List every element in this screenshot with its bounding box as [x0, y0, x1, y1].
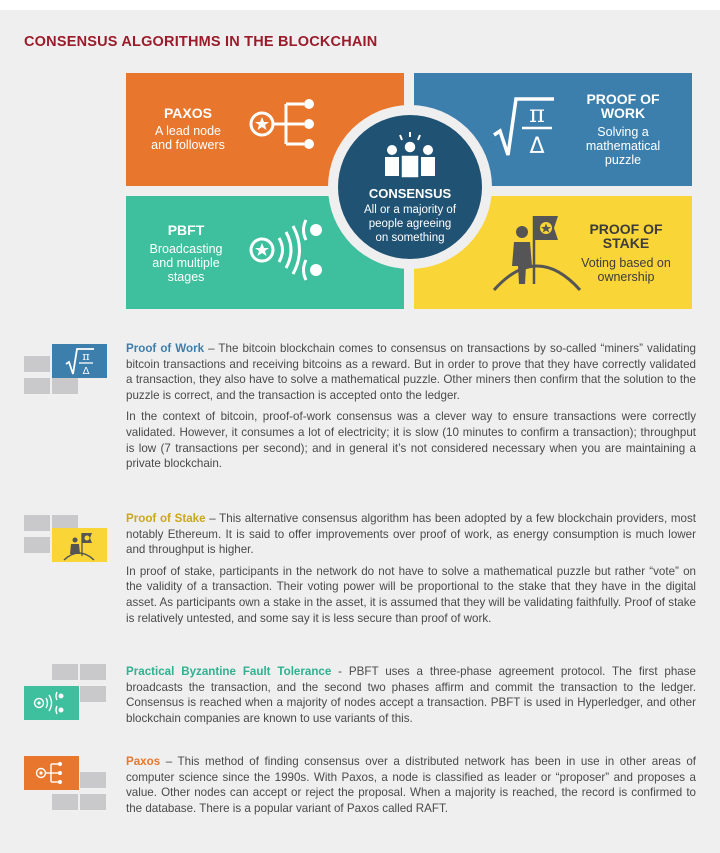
thumb-tile: [24, 537, 50, 553]
thumb-tile: [80, 686, 106, 702]
pow-subtitle-line-1: Solving a: [597, 125, 649, 139]
thumb-tile: [52, 664, 78, 680]
thumb-tile: [52, 794, 78, 810]
thumb-tile: [24, 378, 50, 394]
pos-title-line-1: PROOF OF: [589, 221, 663, 237]
pbft-title: PBFT: [167, 222, 205, 238]
pos-subtitle-line-2: ownership: [597, 270, 655, 284]
pow-title-line-1: PROOF OF: [586, 91, 660, 107]
pow-subtitle-line-2: mathematical: [585, 139, 661, 153]
consensus-title: CONSENSUS: [368, 186, 452, 201]
svg-text:Δ: Δ: [529, 134, 545, 159]
pow-paragraph-1: – The bitcoin blockchain comes to consensus on transactions by so-called “miners” validating bitcoin transactions and receiving bitcoins as a reward. But in order to prove that they have correctly validated a transaction, they also have to solve a mathematical puzzle. Other miners then confirm that the solution to the puzzle is correct, and the transaction is accepted onto the ledger.: [126, 342, 697, 402]
pow-title-line-2: WORK: [600, 105, 646, 121]
paxos-section: [126, 754, 696, 816]
pbft-thumb-icon: [24, 686, 79, 720]
sqrt-pi-delta-icon: [52, 344, 107, 378]
pow-subtitle-line-3: puzzle: [604, 153, 642, 167]
pos-lead: Proof of Stake: [126, 512, 206, 525]
person-flag-icon: [52, 528, 107, 562]
pos-section: [126, 511, 696, 626]
page-title: CONSENSUS ALGORITHMS IN THE BLOCKCHAIN: [24, 34, 378, 50]
thumb-tile: [80, 794, 106, 810]
pos-subtitle-line-1: Voting based on: [581, 256, 671, 270]
pbft-section: [126, 664, 696, 726]
svg-text:π: π: [529, 100, 545, 128]
thumb-tile: [80, 772, 106, 788]
consensus-subtitle-line-1: All or a majority of: [363, 204, 457, 216]
thumb-tile: [80, 664, 106, 680]
paxos-subtitle-line-1: A lead node: [154, 124, 222, 138]
paxos-title: PAXOS: [164, 105, 212, 121]
pos-paragraph-1: – This alternative consensus algorithm has been adopted by a few blockchain providers, most notably Ethereum. It is said to offer improvements over proof of work, as energy consumption is much lower and throughput is higher.: [126, 512, 696, 557]
paxos-paragraph-1: – This method of finding consensus over a distributed network has been in use in other areas of computer science since the 1990s. With Paxos, a node is classified as leader or “proposer” and proposes a value. Other nodes can accept or reject the proposal. When a majority is reached, the record is confirmed to the database. There is a popular variant of Paxos called RAFT.: [126, 755, 696, 815]
person-flag-icon: [492, 212, 582, 296]
thumb-tile: [52, 378, 78, 394]
broadcast-icon: [24, 686, 79, 720]
svg-text:π: π: [82, 350, 90, 363]
paxos-lead: Paxos: [126, 755, 161, 768]
paxos-subtitle-line-2: and followers: [151, 138, 225, 152]
thumb-tile: [24, 515, 50, 531]
pow-paragraph-2: In the context of bitcoin, proof-of-work consensus was a clever way to ensure transactions were correctly validated. However, it consumes a lot of electricity; it is slow (10 minutes to confirm a transaction); throughput is low (7 transactions per second); and in general it’s not considered necessary when you are maintaining a private blockchain.: [126, 410, 696, 471]
pos-paragraph-2: In proof of stake, participants in the network do not have to solve a mathematical puzzle but rather “vote” on the validity of a transaction. Their voting power will be proportional to the stake that they have in the digital asset. As participants own a stake in the asset, it is assumed that they will be validating faithfully. Proof of stake is relatively untested, and some say it is less secure than proof of work.: [126, 564, 696, 625]
consensus-subtitle-line-2: people agreeing: [368, 218, 452, 230]
pbft-subtitle-line-3: stages: [167, 270, 205, 284]
pow-lead: Proof of Work: [126, 342, 205, 355]
pos-thumb-icon: [52, 528, 107, 562]
pbft-paragraph-1: - PBFT uses a three-phase agreement protocol. The first phase broadcasts the transaction, and the second two phases affirm and commit the transaction to the ledger. Consensus is reached when a majority of nodes accept a transaction. PBFT is used in Hyperledger, and other blockchain companies are known to use variants of this.: [126, 665, 696, 725]
paxos-thumb-icon: [24, 756, 79, 790]
broadcast-icon: [246, 210, 330, 290]
star-node-tree-icon: [248, 96, 324, 152]
pbft-subtitle-line-2: and multiple: [152, 256, 220, 270]
pos-title-line-2: STAKE: [602, 235, 650, 251]
svg-text:Δ: Δ: [82, 366, 90, 377]
pbft-subtitle-line-1: Broadcasting: [149, 242, 223, 256]
people-group-icon: [382, 132, 438, 178]
pbft-lead: Practical Byzantine Fault Tolerance: [126, 665, 332, 678]
star-node-tree-icon: [24, 756, 79, 790]
pow-thumb-icon: [52, 344, 107, 378]
consensus-subtitle-line-3: on something: [375, 232, 445, 244]
thumb-tile: [24, 356, 50, 372]
sqrt-pi-delta-icon: [492, 95, 556, 161]
pow-section: [126, 341, 696, 472]
